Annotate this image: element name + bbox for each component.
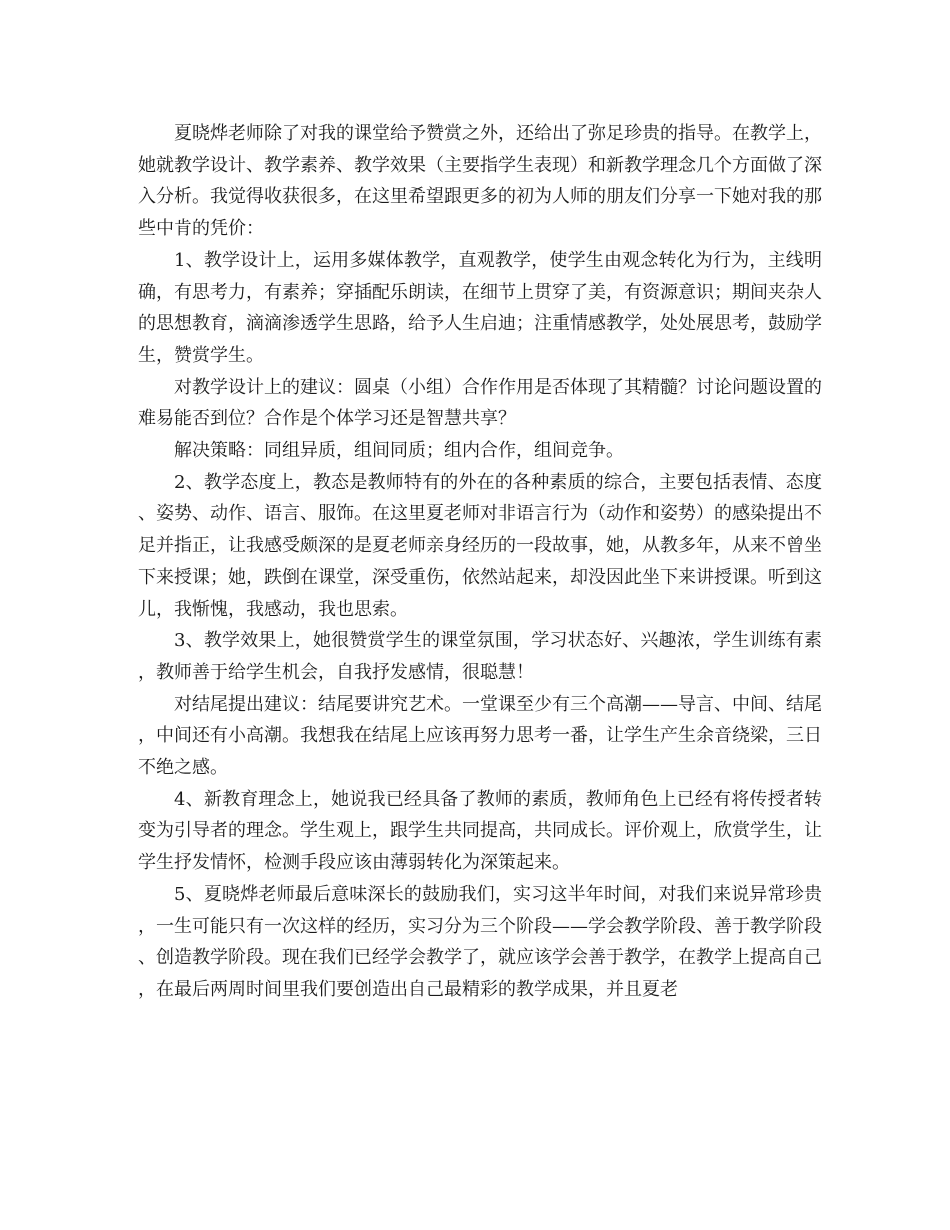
paragraph-point-1: 1、教学设计上，运用多媒体教学，直观教学，使学生由观念转化为行为，主线明确，有思考力，有素养；穿插配乐朗读，在细节上贯穿了美，有资源意识；期间夹杂人的思想教育，滴滴渗透学生思路，给予人生启迪；注重情感教学，处处展思考，鼓励学生，赞赏学生。 [138, 249, 822, 366]
paragraph-point-4: 4、新教育理念上，她说我已经具备了教师的素质，教师角色上已经有将传授者转变为引导者的理念。学生观上，跟学生共同提高，共同成长。评价观上，欣赏学生，让学生抒发情怀，检测手段应该由薄弱转化为深策起来。 [138, 788, 822, 874]
paragraph-ending-suggestion: 对结尾提出建议：结尾要讲究艺术。一堂课至少有三个高潮——导言、中间、结尾，中间还有小高潮。我想我在结尾上应该再努力思考一番，让学生产生余音绕梁，三日不绝之感。 [138, 693, 822, 779]
paragraph-point-3: 3、教学效果上，她很赞赏学生的课堂氛围，学习状态好、兴趣浓，学生训练有素，教师善于给学生机会，自我抒发感情，很聪慧！ [138, 630, 822, 683]
paragraph-design-suggestion: 对教学设计上的建议：圆桌（小组）合作作用是否体现了其精髓？讨论问题设置的难易能否到位？合作是个体学习还是智慧共享？ [138, 376, 822, 430]
paragraph-point-5: 5、夏晓烨老师最后意味深长的鼓励我们，实习这半年时间，对我们来说异常珍贵，一生可能只有一次这样的经历，实习分为三个阶段——学会教学阶段、善于教学阶段、创造教学阶段。现在我们已经学会教学了，就应该学会善于教学，在教学上提高自己，在最后两周时间里我们要创造出自己最精彩的教学成果，并且夏老 [138, 883, 822, 1000]
paragraph-intro: 夏晓烨老师除了对我的课堂给予赞赏之外，还给出了弥足珍贵的指导。在教学上，她就教学设计、教学素养、教学效果（主要指学生表现）和新教学理念几个方面做了深入分析。我觉得收获很多，在这里希望跟更多的初为人师的朋友们分享一下她对我的那些中肯的凭价： [138, 123, 822, 240]
paragraph-point-2: 2、教学态度上，教态是教师特有的外在的各种素质的综合，主要包括表情、态度、姿势、动作、语言、服饰。在这里夏老师对非语言行为（动作和姿势）的感染提出不足并指正，让我感受颇深的是夏老师亲身经历的一段故事，她，从教多年，从来不曾坐下来授课；她，跌倒在课堂，深受重伤，依然站起来，却没因此坐下来讲授课。听到这儿，我惭愧，我感动，我也思索。 [138, 471, 822, 620]
document-body [138, 118, 822, 1006]
paragraph-strategy: 解决策略：同组异质，组间同质；组内合作，组间竞争。 [174, 440, 624, 462]
